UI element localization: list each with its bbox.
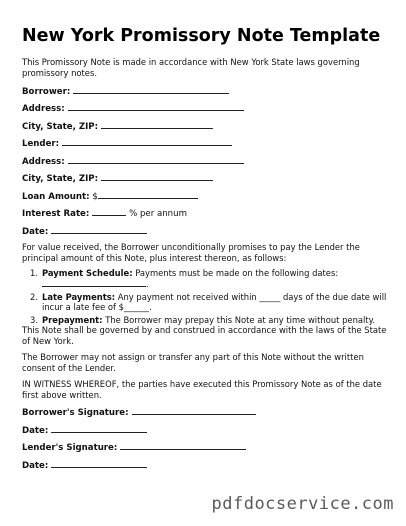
- value-paragraph: For value received, the Borrower unconditionally promises to pay the Lender the principal amount of this Note, plus interest thereon, as follows:: [22, 242, 360, 263]
- term-number: 2.: [30, 291, 38, 302]
- lender-signature-blank[interactable]: [120, 441, 246, 450]
- term-label: Late Payments:: [42, 291, 116, 302]
- borrower-blank[interactable]: [73, 85, 229, 94]
- date-label: Date:: [22, 227, 49, 237]
- term-number: 3.: [30, 314, 38, 325]
- governing-law-paragraph: This Note shall be governed by and construed in accordance with the laws of the State of New York.: [22, 325, 387, 346]
- list-item: [30, 292, 390, 313]
- loan-amount-field: [22, 190, 198, 203]
- assignment-paragraph: The Borrower may not assign or transfer any part of this Note without the written consent of the Lender.: [22, 352, 364, 373]
- document-title: New York Promissory Note Template: [22, 26, 381, 46]
- term-label: Prepayment:: [42, 314, 103, 325]
- payment-terms-list: [30, 268, 390, 327]
- lender-address-field: [22, 155, 244, 168]
- payment-dates-blank[interactable]: [42, 278, 146, 287]
- lender-address-label: Address:: [22, 157, 65, 167]
- borrower-date-field: [22, 424, 147, 437]
- borrower-city-field: [22, 120, 213, 133]
- lender-date-blank[interactable]: [51, 459, 147, 468]
- lender-address-blank[interactable]: [68, 155, 244, 164]
- borrower-label: Borrower:: [22, 87, 71, 97]
- interest-rate-label: Interest Rate:: [22, 209, 90, 219]
- lender-label: Lender:: [22, 139, 60, 149]
- borrower-city-label: City, State, ZIP:: [22, 122, 99, 132]
- borrower-signature-blank[interactable]: [132, 406, 256, 415]
- intro-paragraph: This Promissory Note is made in accordance with New York State laws governing promissory notes.: [22, 57, 360, 78]
- term-text: The Borrower may prepay this Note at any time without penalty.: [105, 314, 376, 325]
- loan-amount-blank[interactable]: [98, 190, 198, 199]
- lender-blank[interactable]: [62, 137, 232, 146]
- borrower-signature-field: [22, 406, 256, 419]
- lender-field: [22, 137, 232, 150]
- borrower-date-blank[interactable]: [51, 424, 147, 433]
- lender-city-field: [22, 172, 213, 185]
- list-item: [30, 315, 390, 325]
- lender-city-blank[interactable]: [101, 172, 213, 181]
- witness-paragraph: IN WITNESS WHEREOF, the parties have executed this Promissory Note as of the date first above written.: [22, 379, 382, 400]
- interest-suffix: % per annum: [129, 209, 187, 219]
- borrower-field: [22, 85, 229, 98]
- borrower-address-label: Address:: [22, 104, 65, 114]
- borrower-signature-label: Borrower's Signature:: [22, 408, 129, 418]
- loan-amount-label: Loan Amount:: [22, 192, 90, 202]
- lender-signature-label: Lender's Signature:: [22, 443, 118, 453]
- borrower-address-blank[interactable]: [68, 102, 244, 111]
- interest-rate-blank[interactable]: [92, 207, 126, 216]
- date-field: [22, 225, 147, 238]
- lender-signature-field: [22, 441, 246, 454]
- site-watermark: pdfdocservice.com: [211, 494, 394, 514]
- loan-currency: $: [92, 192, 98, 202]
- list-item: 1. Payment Schedule: Payments must be made on the following dates: .: [30, 268, 339, 290]
- date-blank[interactable]: [51, 225, 147, 234]
- interest-rate-field: [22, 207, 187, 220]
- term-text: Any payment not received within _____ days of the due date will incur a late fee of $______.: [42, 291, 387, 313]
- borrower-address-field: [22, 102, 244, 115]
- borrower-city-blank[interactable]: [101, 120, 213, 129]
- lender-date-label: Date:: [22, 461, 49, 471]
- term-number: 1.: [30, 268, 38, 278]
- borrower-date-label: Date:: [22, 426, 49, 436]
- term-label: Payment Schedule:: [42, 268, 133, 278]
- lender-city-label: City, State, ZIP:: [22, 174, 99, 184]
- lender-date-field: [22, 459, 147, 472]
- term-text: Payments must be made on the following dates:: [135, 268, 339, 278]
